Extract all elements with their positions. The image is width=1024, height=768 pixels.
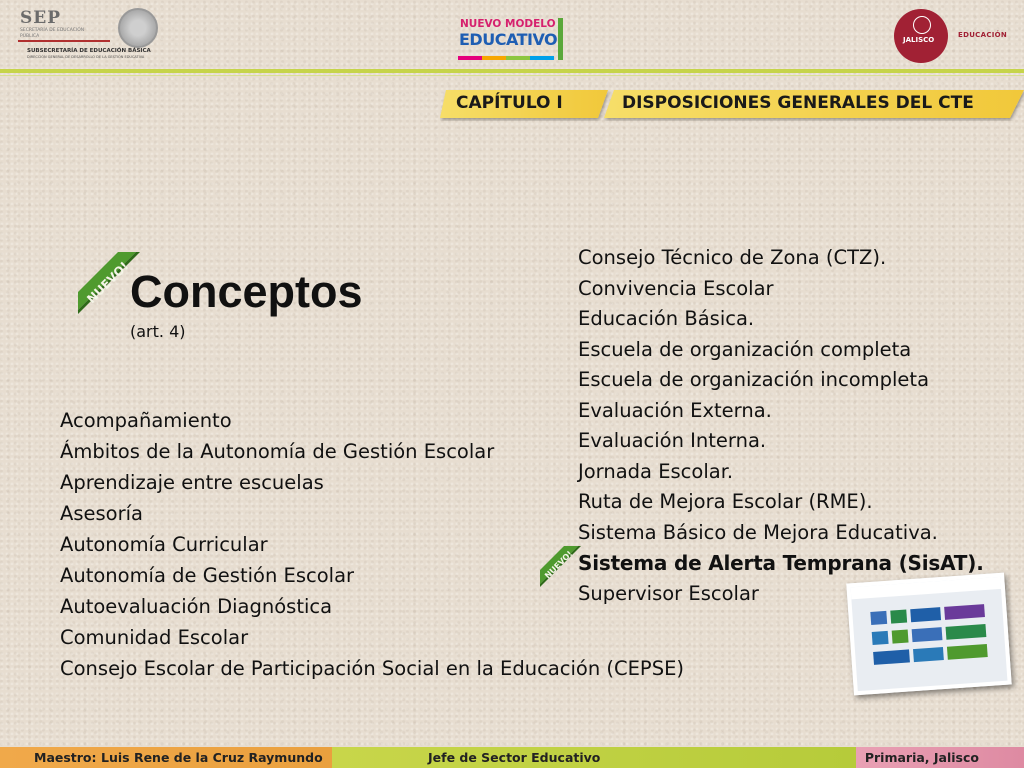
concepts-subtitle: (art. 4)	[130, 322, 186, 341]
list-item: Sistema Básico de Mejora Educativa.	[578, 520, 938, 544]
jalisco-seal-icon	[913, 16, 931, 34]
footer-place	[856, 747, 1024, 768]
thumb-tile	[947, 644, 988, 660]
list-item: Aprendizaje entre escuelas	[60, 471, 324, 494]
sep-divider	[18, 40, 110, 42]
chapter-label: CAPÍTULO I	[456, 93, 563, 113]
header-divider	[0, 69, 1024, 73]
list-item: Escuela de organización completa	[578, 337, 912, 361]
list-item: Educación Básica.	[578, 307, 755, 330]
list-item: Escuela de organización incompleta	[578, 368, 930, 391]
list-item: Consejo Técnico de Zona (CTZ).	[578, 246, 887, 269]
nuevo-badge-text: NUEVO!	[84, 258, 132, 307]
footer	[0, 747, 1024, 768]
concepts-title: Conceptos	[130, 266, 363, 317]
list-item-highlight: Sistema de Alerta Temprana (SisAT).	[578, 551, 984, 575]
thumb-tile	[873, 649, 910, 664]
thumb-tile	[946, 624, 987, 640]
list-item: Comunidad Escolar	[60, 626, 249, 649]
footer-teacher	[0, 747, 332, 768]
modelo-color-bar	[458, 56, 554, 60]
footer-place-text: Primaria, Jalisco	[864, 750, 979, 765]
subsecretaria-label: SUBSECRETARÍA DE EDUCACIÓN BÁSICA	[27, 48, 151, 54]
chapter-title: DISPOSICIONES GENERALES DEL CTE	[622, 93, 974, 113]
concepts-list-right	[578, 243, 984, 609]
list-item: Autonomía de Gestión Escolar	[60, 564, 355, 587]
list-item: Evaluación Externa.	[578, 398, 772, 422]
thumb-tile	[870, 611, 887, 625]
list-item: Ruta de Mejora Escolar (RME).	[578, 490, 873, 513]
sep-subtitle: SECRETARÍA DE EDUCACIÓN PÚBLICA	[20, 28, 85, 39]
sep-wordmark: SEP	[20, 8, 62, 28]
modelo-top-text: NUEVO MODELO	[460, 18, 556, 30]
educacion-label: EDUCACIÓN	[958, 31, 1008, 39]
nuevo-modelo-educativo-logo	[454, 14, 568, 66]
mexico-seal-icon	[118, 8, 158, 48]
footer-teacher-name: Luis Rene de la Cruz Raymundo	[101, 750, 323, 765]
nuevo-badge-sisat-icon	[540, 546, 590, 596]
thumb-tile	[892, 629, 909, 643]
chapter-banner	[440, 88, 1024, 121]
thumb-tile	[910, 607, 941, 622]
list-item: Autonomía Curricular	[60, 533, 268, 556]
footer-role	[332, 747, 856, 768]
list-item: Consejo Escolar de Participación Social en la Educación (CEPSE)	[60, 657, 684, 680]
thumb-tile	[890, 610, 907, 624]
list-item: Evaluación Interna.	[578, 429, 767, 452]
modelo-side-bar	[558, 18, 563, 60]
list-item: Autoevaluación Diagnóstica	[60, 595, 333, 618]
header-divider-thin	[0, 75, 1024, 76]
thumb-tile	[912, 627, 943, 642]
modelo-bottom-text: EDUCATIVO	[459, 30, 558, 49]
sisat-screenshot-image	[846, 573, 1011, 696]
nuevo-badge-sisat-text: NUEVO!	[543, 549, 575, 581]
thumb-tile	[913, 647, 944, 662]
thumb-tile	[872, 631, 889, 645]
list-item: Asesoría	[60, 502, 143, 525]
jalisco-label: JALISCO	[903, 36, 935, 44]
list-item: Ámbitos de la Autonomía de Gestión Escolar	[60, 440, 495, 463]
list-item: Acompañamiento	[60, 409, 232, 432]
list-item: Convivencia Escolar	[578, 276, 774, 300]
subsecretaria-sub-label: DIRECCIÓN GENERAL DE DESARROLLO DE LA GESTIÓN EDUCATIVA	[27, 55, 145, 59]
list-item: Jornada Escolar.	[578, 459, 734, 483]
footer-role-text: Jefe de Sector Educativo	[428, 750, 601, 765]
header	[0, 0, 1024, 70]
list-item: Supervisor Escolar	[578, 581, 759, 605]
footer-teacher-label: Maestro:	[34, 750, 97, 765]
thumb-tile	[944, 604, 985, 620]
